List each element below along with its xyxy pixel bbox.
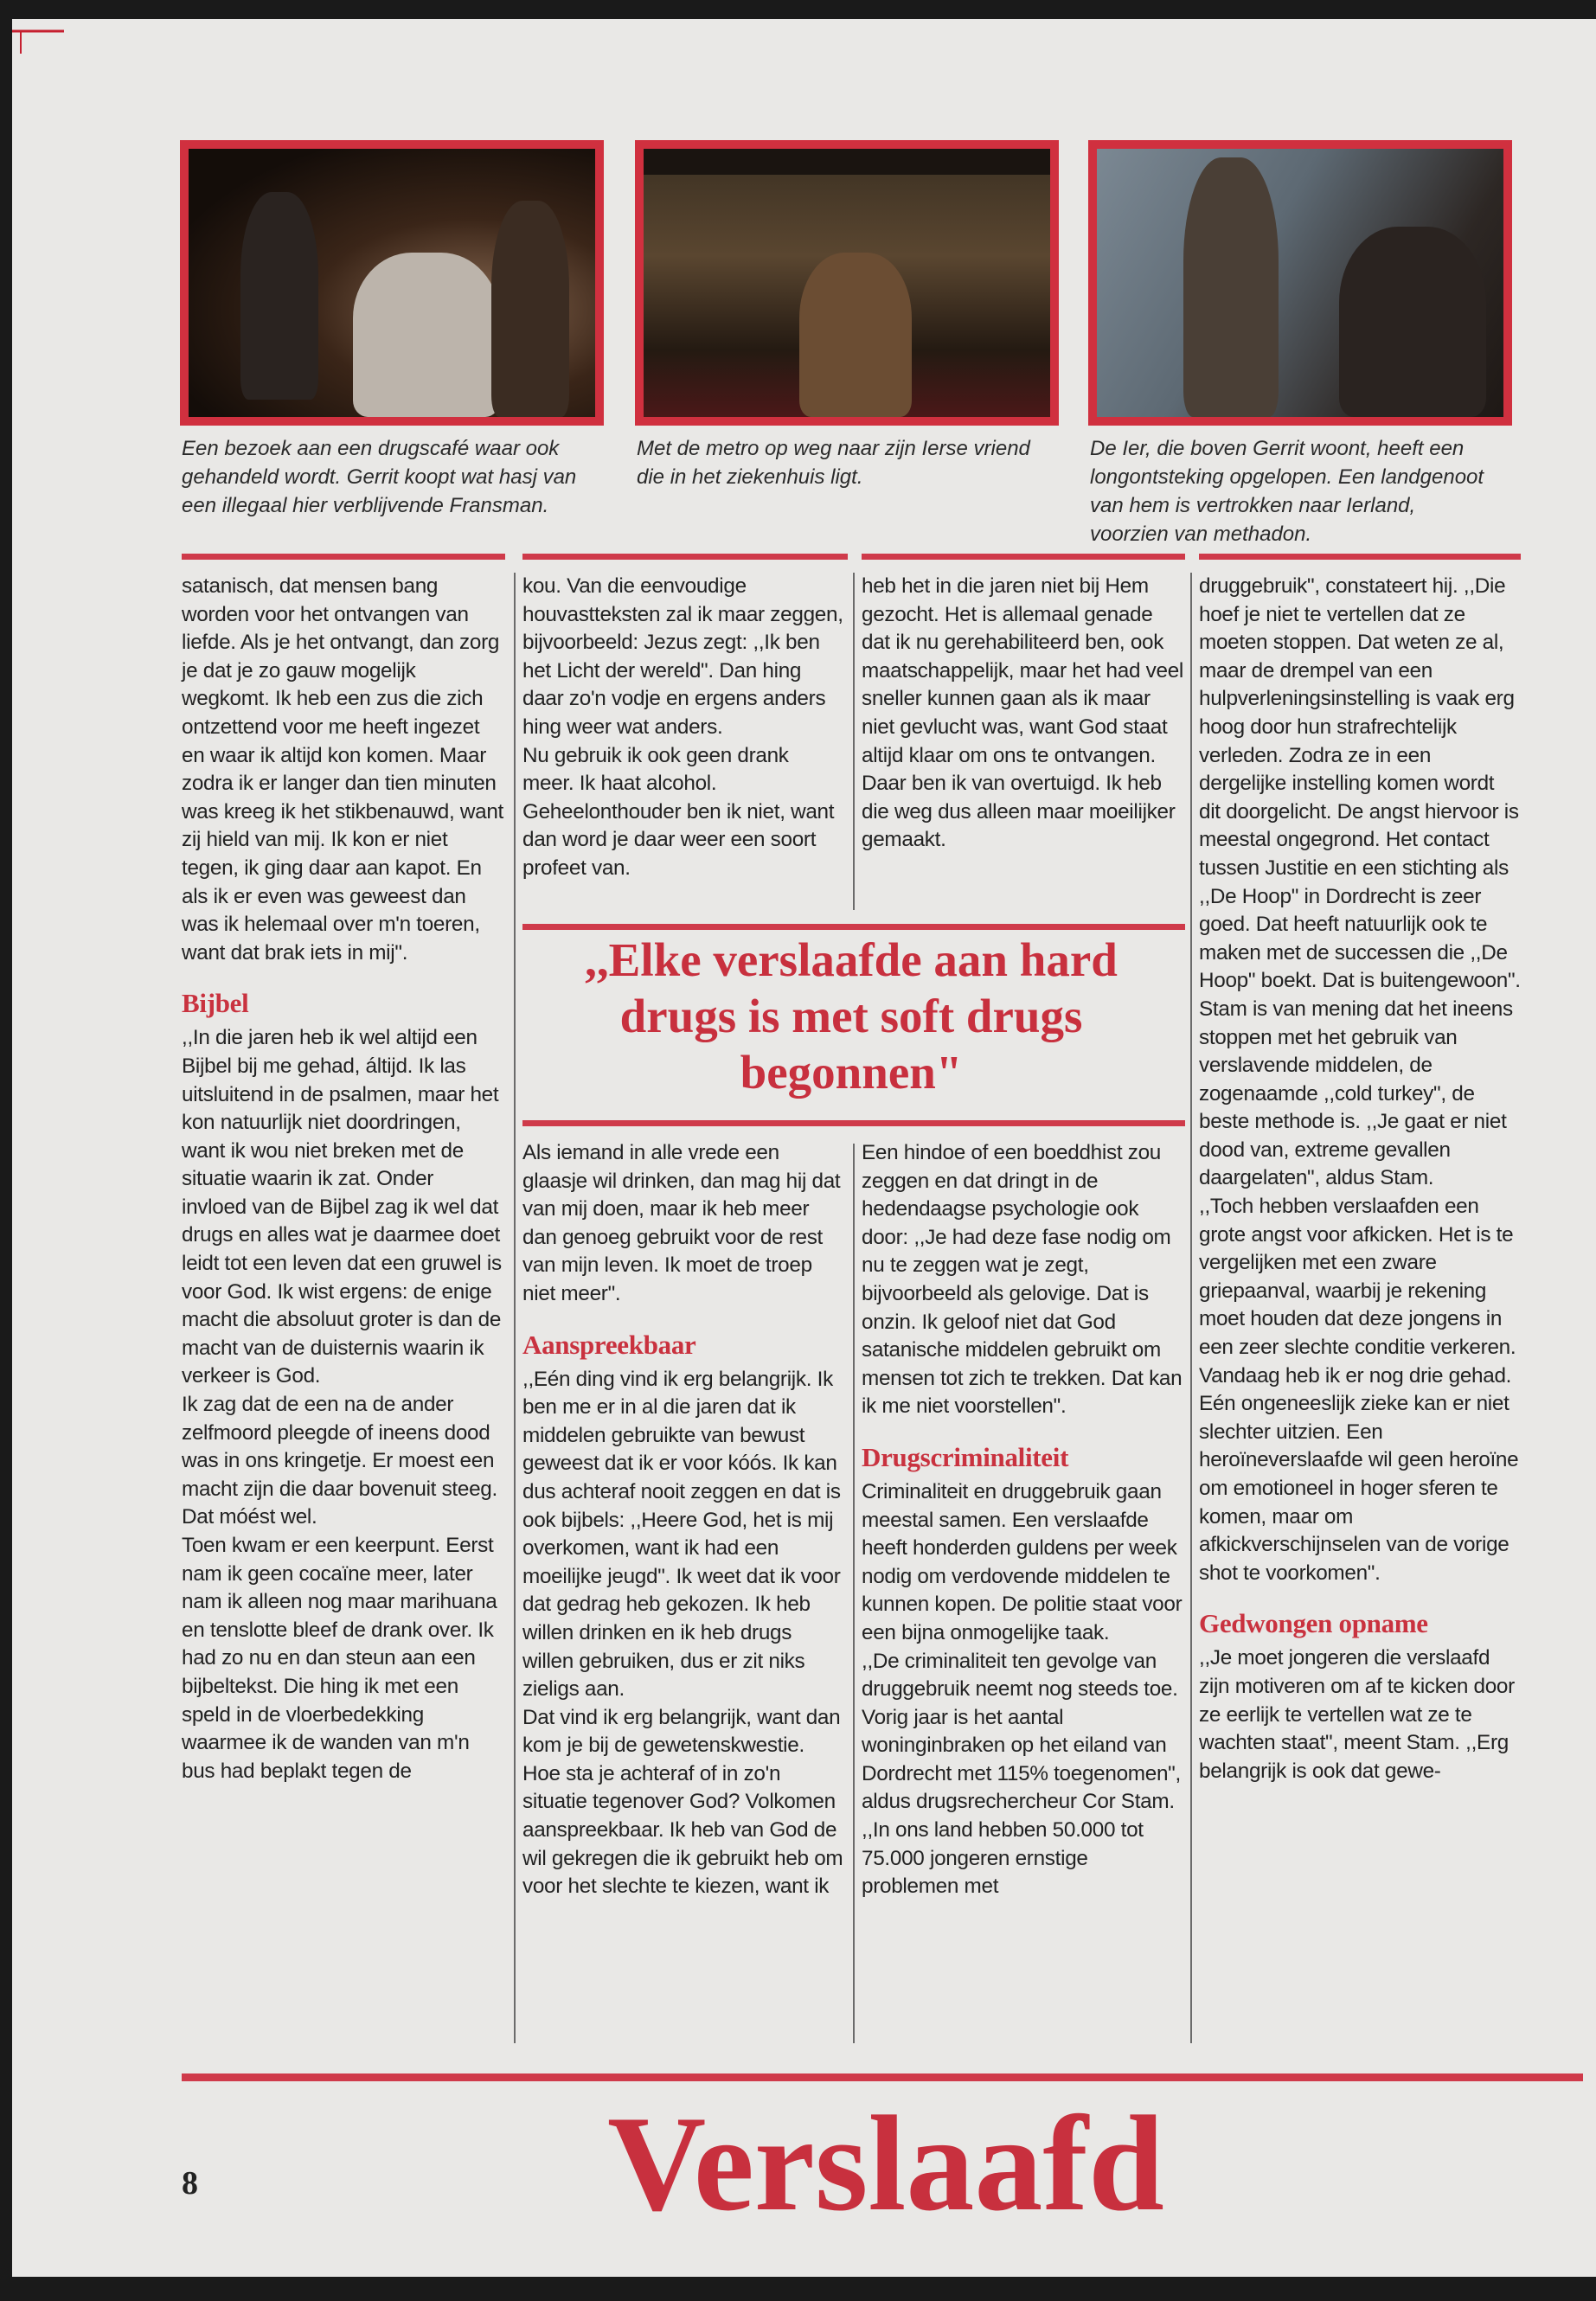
paragraph: Als iemand in alle vrede een glaasje wil drinken, dan mag hij dat van mij doen, maar ik heb meer dan genoeg gebruikt voor de rest van mijn leven. Ik moet de troep niet meer". — [522, 1141, 841, 1305]
paragraph: Ik zag dat de een na de ander zelfmoord pleegde of ineens dood was in ons kringetje. Er moest een macht zijn die daar bovenuit steeg. Dat móést wel. — [182, 1393, 497, 1529]
paragraph: ,,Je moet jongeren die verslaafd zijn motiveren om af te kicken door ze eerlijk te vertellen wat ze te wachten staat", meent Stam. ,,Erg belangrijk is ook dat gewe- — [1199, 1646, 1515, 1783]
rule-top-col3 — [862, 554, 1185, 560]
paragraph: Een hindoe of een boeddhist zou zeggen en dat dringt in de hedendaagse psychologie ook door: ,,Je had deze fase nodig om nu te zeggen wat je zegt, bijvoorbeeld als gelovige. Dat is onzin. Ik geloof niet dat God satanische middelen gebruikt om mensen tot zich te trekken. Dat kan ik me niet voorstellen". — [862, 1141, 1183, 1419]
paragraph: kou. Van die eenvoudige houvastteksten zal ik maar zeggen, bijvoorbeeld: Jezus zegt: ,,Ik ben het Licht der wereld". Dan hing daar zo'n vodje en ergens anders hing weer wat anders. — [522, 574, 843, 739]
page-number: 8 — [182, 2165, 198, 2202]
photo-ierse-vriend-image — [1097, 149, 1503, 417]
photo-metro-image — [644, 149, 1050, 417]
rule-top-col2 — [522, 554, 848, 560]
article-title: Verslaafd — [607, 2088, 1164, 2240]
column-1 — [182, 573, 503, 1785]
column-3-top — [862, 573, 1183, 855]
pull-quote-rule-top — [522, 924, 1185, 930]
caption-photo2: Met de metro op weg naar zijn Ierse vriend die in het ziekenhuis ligt. — [637, 437, 1030, 489]
column-separator — [853, 573, 855, 910]
column-2-bottom — [522, 1139, 844, 1901]
paragraph: ,,Eén ding vind ik erg belangrijk. Ik ben me er in al die jaren dat ik middelen gebruikte van bewust geweest dat ik er voor kóós. Ik kan dus achteraf nooit zeggen en dat is ook bijbels: ,,Heere God, het is mij overkomen, want ik had een moeilijke jeugd". Ik weet dat ik voor dat gedrag heb gekozen. Ik heb willen drinken en ik heb drugs willen gebruiken, dus er zit niks zieligs aan. — [522, 1367, 841, 1702]
photo-ierse-vriend — [1088, 140, 1512, 426]
paragraph: ,,De criminaliteit ten gevolge van druggebruik neemt nog steeds toe. Vorig jaar is het aantal woninginbraken op het eiland van Dordrecht met 115% toegenomen", aldus drugsrechercheur Cor Stam. ,,In ons land hebben 50.000 tot 75.000 jongeren ernstige problemen met — [862, 1649, 1181, 1899]
subheading-drugscriminaliteit: Drugscriminaliteit — [862, 1441, 1069, 1472]
pull-quote-rule-bottom — [522, 1120, 1185, 1126]
photo-metro — [635, 140, 1059, 426]
paragraph: Dat vind ik erg belangrijk, want dan kom je bij de gewetenskwestie. Hoe sta je achteraf of in zo'n situatie tegenover God? Volkomen aanspreekbaar. Ik heb van God de wil gekregen die ik gebruikt heb om voor het slechte te kiezen, want ik — [522, 1705, 843, 1899]
paragraph: Criminaliteit en druggebruik gaan meestal samen. Een verslaafde heeft honderden guldens per week nodig om verdovende middelen te kunnen kopen. De politie staat voor een bijna onmogelijke taak. — [862, 1479, 1183, 1644]
subheading-aanspreekbaar: Aanspreekbaar — [522, 1329, 696, 1360]
paragraph: satanisch, dat mensen bang worden voor het ontvangen van liefde. Als je het ontvangt, dan zorg je dat je zo gauw mogelijk wegkomt. Ik heb een zus die zich ontzettend voor me heeft ingezet en waar ik altijd kon komen. Maar zodra ik er langer dan tien minuten was kreeg ik het stikbenauwd, want zij hield van mij. Ik kon er niet tegen, ik ging daar aan kapot. En als ik er even was geweest dan was ik helemaal over m'n toeren, want dat brak iets in mij". — [182, 574, 504, 965]
pull-quote: ,,Elke verslaafde aan hard drugs is met soft drugs begonnen" — [585, 933, 1118, 1099]
paragraph: ,,In die jaren heb ik wel altijd een Bijbel bij me gehad, áltijd. Ik las uitsluitend in de psalmen, maar het kon natuurlijk niet doordringen, want ik wou niet breken met de situatie waarin ik zat. Onder invloed van de Bijbel zag ik wel dat drugs en alles wat je daarmee doet leidt tot een leven dat een gruwel is voor God. Ik wist ergens: de enige macht die absoluut groter is dan de macht van de duisternis waarin ik verkeer is God. — [182, 1026, 502, 1388]
paragraph: druggebruik", constateert hij. ,,Die hoef je niet te vertellen dat ze moeten stoppen. Dat weten ze al, maar de drempel van een hulpverleningsinstelling is vaak erg hoog door hun strafrechtelijk verleden. Zodra ze in een dergelijke instelling komen wordt dit doorgelicht. De angst hiervoor is meestal ongegrond. Het contact tussen Justitie en een stichting als ,,De Hoop" in Dordrecht is zeer goed. Dat heeft natuurlijk ook te maken met de successen die ,,De Hoop" boekt. Dat is buitengewoon". — [1199, 574, 1521, 993]
column-4 — [1199, 573, 1521, 1785]
paragraph: Toen kwam er een keerpunt. Eerst nam ik geen cocaïne meer, later nam ik alleen nog maar marihuana en tenslotte bleef de drank over. Ik had zo nu en dan steun aan een bijbeltekst. Die hing ik met een speld in de vloerbedekking waarmee ik de wanden van m'n bus had beplakt tegen de — [182, 1534, 497, 1783]
caption-photo3: De Ier, die boven Gerrit woont, heeft een longontsteking opgelopen. Een landgenoot van hem is vertrokken naar Ierland, voorzien van methadon. — [1090, 437, 1484, 546]
paragraph: heb het in die jaren niet bij Hem gezocht. Het is allemaal genade dat ik nu gerehabiliteerd ben, ook maatschappelijk, maar het had veel sneller kunnen gaan als ik maar niet gevlucht was, want God staat altijd klaar om ons te ontvangen. Daar ben ik van overtuigd. Ik heb die weg dus alleen maar moeilijker gemaakt. — [862, 574, 1184, 852]
corner-mark — [12, 19, 64, 54]
subheading-gedwongen-opname: Gedwongen opname — [1199, 1608, 1428, 1639]
caption-photo1: Een bezoek aan een drugscafé waar ook gehandeld wordt. Gerrit koopt wat hasj van een illegaal hier verblijvende Fransman. — [182, 437, 577, 517]
paragraph: Stam is van mening dat het ineens stoppen met het gebruik van verslavende middelen, de zogenaamde ,,cold turkey", de beste methode is. ,,Je gaat er niet dood van, extreme gevallen daargelaten", aldus Stam. — [1199, 997, 1513, 1190]
paragraph: ,,Toch hebben verslaafden een grote angst voor afkicken. Het is te vergelijken met een zware griepaanval, waarbij je rekening moet houden dat deze jongens in een zeer slechte conditie verkeren. Vandaag heb ik er nog drie gehad. Eén ongeneeslijk zieke kan er niet slechter uitzien. Een heroïneverslaafde wil geen heroïne om emotioneel in hoger sferen te komen, maar om afkickverschijnselen van de vorige shot te voorkomen". — [1199, 1195, 1519, 1585]
paragraph: Nu gebruik ik ook geen drank meer. Ik haat alcohol. Geheelonthouder ben ik niet, want dan word je daar weer een soort profeet van. — [522, 743, 835, 880]
photo-drugscafe-image — [189, 149, 595, 417]
column-separator — [853, 1144, 855, 2043]
photo-drugscafe — [180, 140, 604, 426]
column-separator — [1190, 573, 1192, 2043]
column-separator — [514, 573, 516, 2043]
subheading-bijbel: Bijbel — [182, 988, 249, 1019]
rule-top-col1 — [182, 554, 505, 560]
rule-bottom — [182, 2073, 1583, 2081]
column-3-bottom — [862, 1139, 1183, 1901]
rule-top-col4 — [1199, 554, 1521, 560]
column-2-top — [522, 573, 844, 883]
magazine-page — [12, 19, 1596, 2277]
